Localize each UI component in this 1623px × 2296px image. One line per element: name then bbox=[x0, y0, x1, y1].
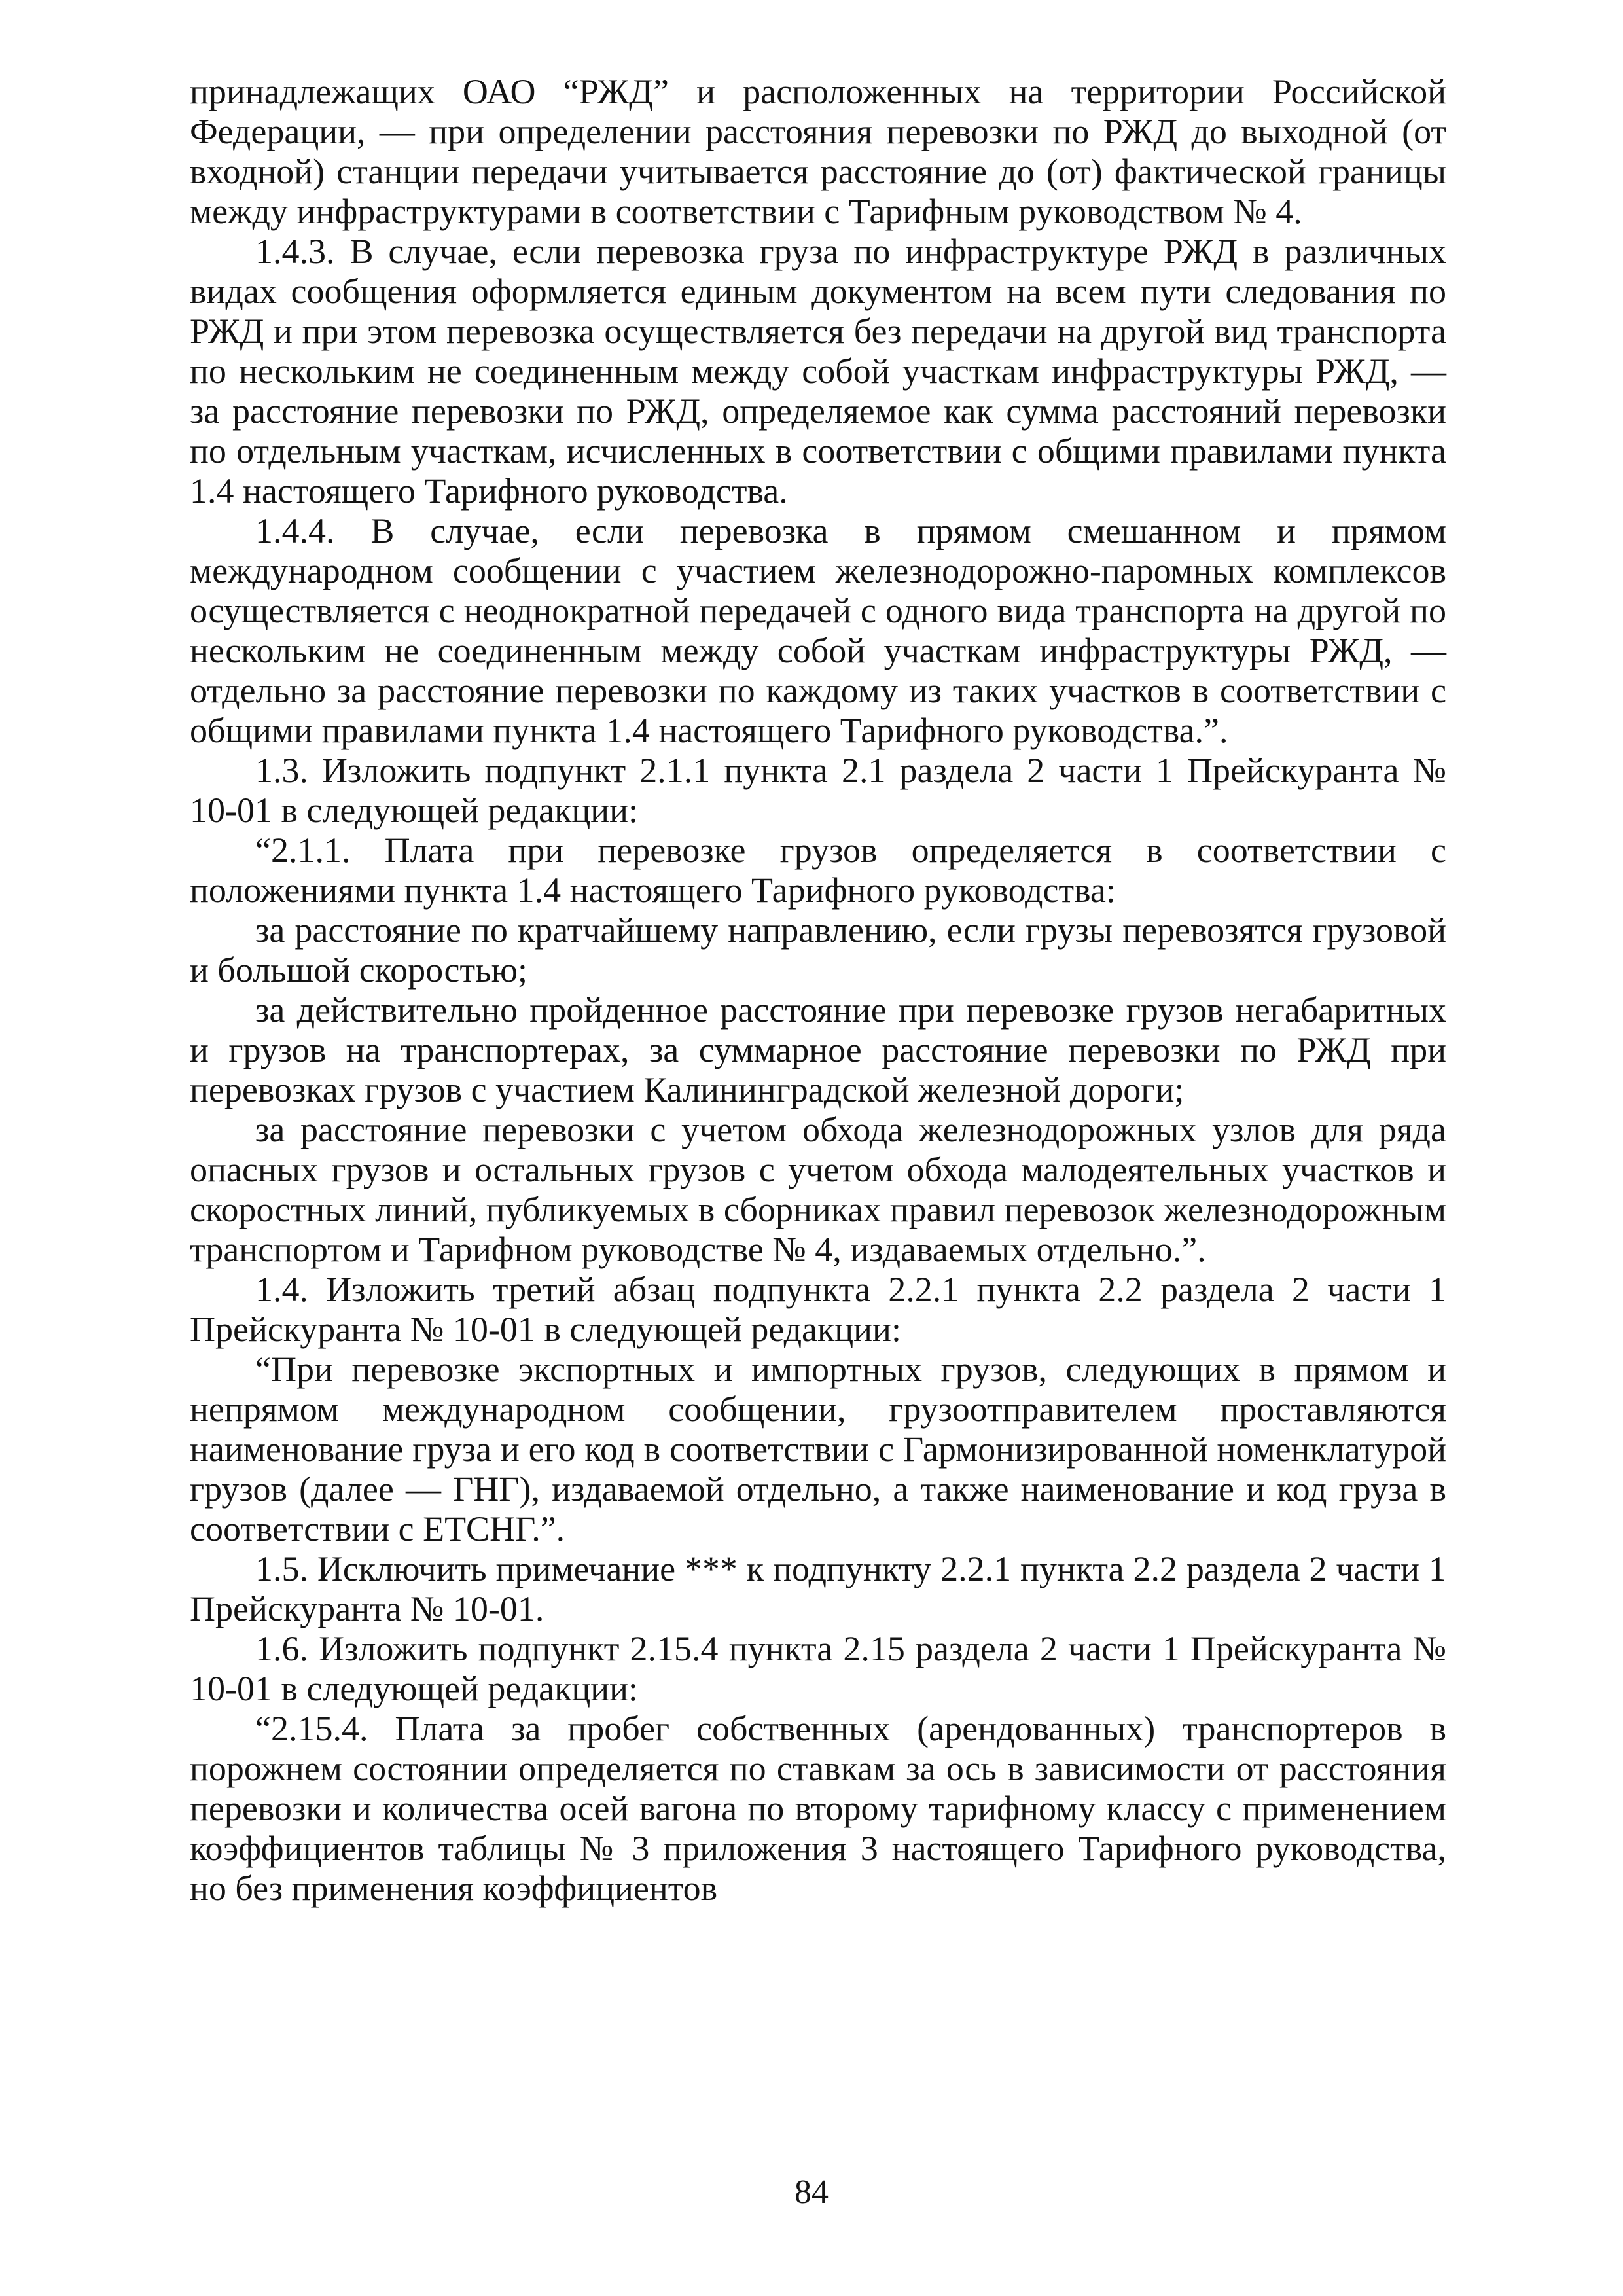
paragraph-shortest-route: за расстояние по кратчайшему направлению, если грузы перевозятся грузовой и большой скоростью; bbox=[190, 910, 1446, 990]
body-text bbox=[190, 72, 1446, 1909]
paragraph-1-4-4: 1.4.4. В случае, если перевозка в прямом смешанном и прямом международном сообщении с участием железнодорожно-паромных комплексов осуществляется с неоднократной передачей с одного вида транспорта на другой по нескольким не соединенным между собой участкам инфраструктуры РЖД, — отдельно за расстояние перевозки по каждому из таких участков в соответствии с общими правилами пункта 1.4 настоящего Тарифного руководства.”. bbox=[190, 511, 1446, 750]
paragraph-1-5: 1.5. Исключить примечание *** к подпункту 2.2.1 пункта 2.2 раздела 2 части 1 Прейскуранта № 10-01. bbox=[190, 1549, 1446, 1628]
paragraph-1-4-3: 1.4.3. В случае, если перевозка груза по инфраструктуре РЖД в различных видах сообщения оформляется единым документом на всем пути следования по РЖД и при этом перевозка осуществляется без передачи на другой вид транспорта по нескольким не соединенным между собой участкам инфраструктуры РЖД, — за расстояние перевозки по РЖД, определяемое как сумма расстояний перевозки по отдельным участкам, исчисленных в соответствии с общими правилами пункта 1.4 настоящего Тарифного руководства. bbox=[190, 232, 1446, 511]
paragraph-1-6: 1.6. Изложить подпункт 2.15.4 пункта 2.15 раздела 2 части 1 Прейскуранта № 10-01 в следующей редакции: bbox=[190, 1629, 1446, 1708]
paragraph-1-4: 1.4. Изложить третий абзац подпункта 2.2.1 пункта 2.2 раздела 2 части 1 Прейскуранта № 10-01 в следующей редакции: bbox=[190, 1270, 1446, 1349]
page-number: 84 bbox=[794, 2174, 829, 2211]
paragraph-2-15-4: “2.15.4. Плата за пробег собственных (арендованных) транспортеров в порожнем состоянии определяется по ставкам за ось в зависимости от расстояния перевозки и количества осей вагона по второму тарифному классу с применением коэффициентов таблицы № 3 приложения 3 настоящего Тарифного руководства, но без применения коэффициентов bbox=[190, 1709, 1446, 1908]
paragraph-continuation: принадлежащих ОАО “РЖД” и расположенных на территории Российской Федерации, — при определении расстояния перевозки по РЖД до выходной (от входной) станции передачи учитывается расстояние до (от) фактической границы между инфраструктурами в соответствии с Тарифным руководством № 4. bbox=[190, 72, 1446, 231]
paragraph-2-1-1: “2.1.1. Плата при перевозке грузов определяется в соответствии с положениями пункта 1.4 настоящего Тарифного руководства: bbox=[190, 831, 1446, 910]
paragraph-bypass-distance: за расстояние перевозки с учетом обхода железнодорожных узлов для ряда опасных грузов и остальных грузов с учетом обхода малодеятельных участков и скоростных линий, публикуемых в сборниках правил перевозок железнодорожным транспортом и Тарифном руководстве № 4, издаваемых отдельно.”. bbox=[190, 1110, 1446, 1269]
paragraph-export-import: “При перевозке экспортных и импортных грузов, следующих в прямом и непрямом международном сообщении, грузоотправителем проставляются наименование груза и его код в соответствии с Гармонизированной номенклатурой грузов (далее — ГНГ), издаваемой отдельно, а также наименование и код груза в соответствии с ЕТСНГ.”. bbox=[190, 1350, 1446, 1549]
paragraph-actual-distance: за действительно пройденное расстояние при перевозке грузов негабаритных и грузов на транспортерах, за суммарное расстояние перевозки по РЖД при перевозках грузов с участием Калининградской железной дороги; bbox=[190, 990, 1446, 1109]
paragraph-1-3: 1.3. Изложить подпункт 2.1.1 пункта 2.1 раздела 2 части 1 Прейскуранта № 10-01 в следующей редакции: bbox=[190, 751, 1446, 830]
